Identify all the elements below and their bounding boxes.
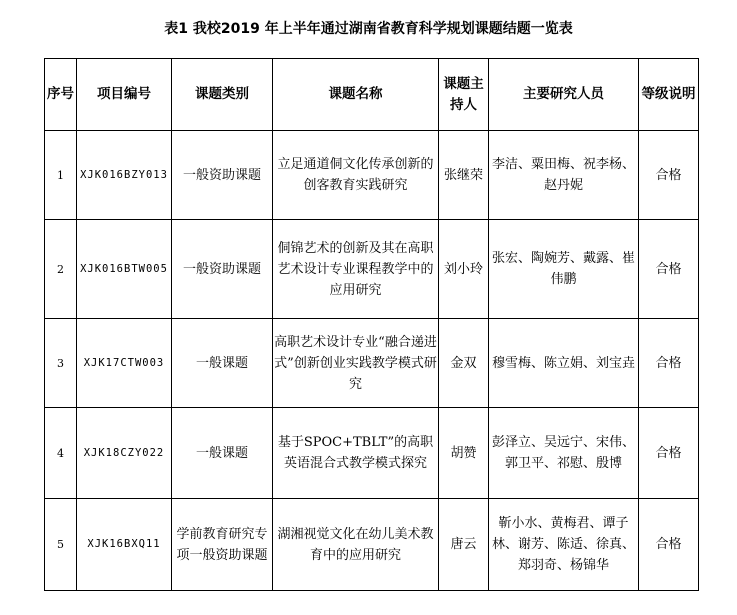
cell-category: 一般资助课题 xyxy=(172,220,273,319)
header-grade: 等级说明 xyxy=(639,59,699,131)
cell-host: 唐云 xyxy=(439,499,489,591)
cell-category: 学前教育研究专项一般资助课题 xyxy=(172,499,273,591)
header-members: 主要研究人员 xyxy=(489,59,639,131)
table-row xyxy=(45,220,699,319)
cell-category: 一般课题 xyxy=(172,319,273,408)
cell-no: 2 xyxy=(45,220,77,319)
header-no: 序号 xyxy=(45,59,77,131)
results-table xyxy=(44,58,699,591)
cell-name: 湖湘视觉文化在幼儿美术教育中的应用研究 xyxy=(273,499,439,591)
table-header-row xyxy=(45,59,699,131)
cell-category: 一般课题 xyxy=(172,408,273,499)
cell-code: XJK016BTW005 xyxy=(77,220,172,319)
cell-host: 张继荣 xyxy=(439,131,489,220)
cell-grade: 合格 xyxy=(639,408,699,499)
cell-host: 胡赞 xyxy=(439,408,489,499)
cell-code: XJK17CTW003 xyxy=(77,319,172,408)
cell-grade: 合格 xyxy=(639,220,699,319)
header-category: 课题类别 xyxy=(172,59,273,131)
table-row xyxy=(45,131,699,220)
cell-members: 彭泽立、吴远宁、宋伟、郭卫平、祁慰、殷博 xyxy=(489,408,639,499)
cell-no: 1 xyxy=(45,131,77,220)
table-row xyxy=(45,408,699,499)
cell-grade: 合格 xyxy=(639,499,699,591)
cell-code: XJK016BZY013 xyxy=(77,131,172,220)
cell-code: XJK18CZY022 xyxy=(77,408,172,499)
header-host: 课题主持人 xyxy=(439,59,489,131)
cell-no: 4 xyxy=(45,408,77,499)
cell-grade: 合格 xyxy=(639,131,699,220)
header-name: 课题名称 xyxy=(273,59,439,131)
cell-members: 张宏、陶婉芳、戴露、崔伟鹏 xyxy=(489,220,639,319)
cell-members: 穆雪梅、陈立娟、刘宝垚 xyxy=(489,319,639,408)
cell-name: 立足通道侗文化传承创新的创客教育实践研究 xyxy=(273,131,439,220)
cell-name: 高职艺术设计专业“融合递进式”创新创业实践教学模式研究 xyxy=(273,319,439,408)
cell-grade: 合格 xyxy=(639,319,699,408)
cell-name: 侗锦艺术的创新及其在高职艺术设计专业课程教学中的应用研究 xyxy=(273,220,439,319)
table-row xyxy=(45,499,699,591)
table-row xyxy=(45,319,699,408)
cell-category: 一般资助课题 xyxy=(172,131,273,220)
cell-members: 靳小水、黄梅君、谭子林、谢芳、陈适、徐真、郑羽奇、杨锦华 xyxy=(489,499,639,591)
cell-members: 李洁、粟田梅、祝李杨、赵丹妮 xyxy=(489,131,639,220)
cell-host: 金双 xyxy=(439,319,489,408)
cell-no: 5 xyxy=(45,499,77,591)
table-title: 表1 我校2019 年上半年通过湖南省教育科学规划课题结题一览表 xyxy=(164,21,573,37)
cell-name: 基于SPOC+TBLT”的高职英语混合式教学模式探究 xyxy=(273,408,439,499)
cell-code: XJK16BXQ11 xyxy=(77,499,172,591)
cell-host: 刘小玲 xyxy=(439,220,489,319)
header-code: 项目编号 xyxy=(77,59,172,131)
cell-no: 3 xyxy=(45,319,77,408)
